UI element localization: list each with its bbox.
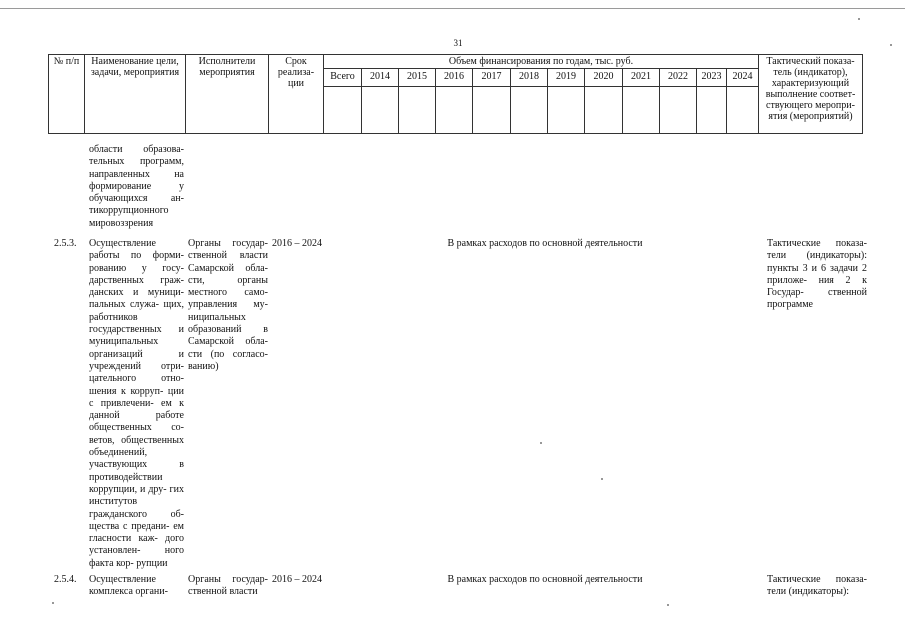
header-empty-cell xyxy=(436,87,473,134)
header-year: 2015 xyxy=(399,69,436,87)
scan-speck xyxy=(858,18,860,20)
row-indicator: Тактические показа- тели (индикаторы): пункты 3 и 6 задачи 2 приложе- ния 2 к Государ- ственной программе xyxy=(767,238,867,311)
header-empty-cell xyxy=(585,87,623,134)
scan-speck xyxy=(540,442,542,444)
row-number: 2.5.3. xyxy=(54,238,77,249)
header-empty-cell xyxy=(511,87,548,134)
row-executors: Органы государ- ственной власти Самарской обла- сти, органы местного само- управления му- ниципальных образований в Самарской обла- сти (по согласо- ванию) xyxy=(188,238,268,372)
scan-speck xyxy=(667,604,669,606)
header-indicator: Тактический показа- тель (индикатор), характеризующий выполнение соответ- ствующего меропри- ятия (мероприятий) xyxy=(759,55,863,134)
continuation-text: области образова- тельных программ, направленных на формирование у обучающихся ан- тикоррупционного мировоззрения xyxy=(89,144,184,229)
header-empty-cell xyxy=(362,87,399,134)
header-empty-cell xyxy=(399,87,436,134)
header-empty-cell xyxy=(727,87,759,134)
header-name: Наименование цели, задачи, мероприятия xyxy=(85,55,186,134)
header-year: 2020 xyxy=(585,69,623,87)
row-name: Осуществление комплекса органи- xyxy=(89,574,168,598)
row-indicator: Тактические показа- тели (индикаторы): xyxy=(767,574,867,598)
header-empty-cell xyxy=(324,87,362,134)
header-year: 2018 xyxy=(511,69,548,87)
row-executors: Органы государ- ственной власти xyxy=(188,574,268,598)
row-number: 2.5.4. xyxy=(54,574,77,585)
header-year: 2014 xyxy=(362,69,399,87)
header-year: 2024 xyxy=(727,69,759,87)
scan-speck xyxy=(52,602,54,604)
row-name: Осуществление работы по форми- рованию у госу- дарственных граж- данских и муници- пальных служа- щих, работников государственных и муниципальных организаций и учреждений отри- цательного отно- шения к корруп- ции с привлечени- ем к данной работе общественных со- ветов, общественных объединений, участвующих в противодействии коррупции, и дру- гих институтов гражданского об- щества с предани- ем гласности каж- дого установлен- ного факта кор- рупции xyxy=(89,238,184,569)
row-financing: В рамках расходов по основной деятельности xyxy=(447,574,643,585)
header-year: 2022 xyxy=(660,69,697,87)
header-financing: Объем финансирования по годам, тыс. руб. xyxy=(324,55,759,69)
scan-speck xyxy=(890,44,892,46)
row-term: 2016 – 2024 xyxy=(272,574,322,585)
header-year: 2019 xyxy=(548,69,585,87)
header-year: 2016 xyxy=(436,69,473,87)
header-year: 2017 xyxy=(473,69,511,87)
header-number: № п/п xyxy=(49,55,85,134)
header-empty-cell xyxy=(548,87,585,134)
page-top-border xyxy=(0,8,905,9)
header-total: Всего xyxy=(324,69,362,87)
table-header xyxy=(48,54,863,134)
header-year: 2021 xyxy=(623,69,660,87)
header-term: Срок реализа- ции xyxy=(269,55,324,134)
header-empty-cell xyxy=(623,87,660,134)
row-term: 2016 – 2024 xyxy=(272,238,322,249)
header-empty-cell xyxy=(697,87,727,134)
scan-speck xyxy=(601,478,603,480)
header-empty-cell xyxy=(660,87,697,134)
header-year: 2023 xyxy=(697,69,727,87)
page-number: 31 xyxy=(453,38,463,48)
header-empty-cell xyxy=(473,87,511,134)
header-executors: Исполнители мероприятия xyxy=(186,55,269,134)
row-financing: В рамках расходов по основной деятельности xyxy=(447,238,643,249)
